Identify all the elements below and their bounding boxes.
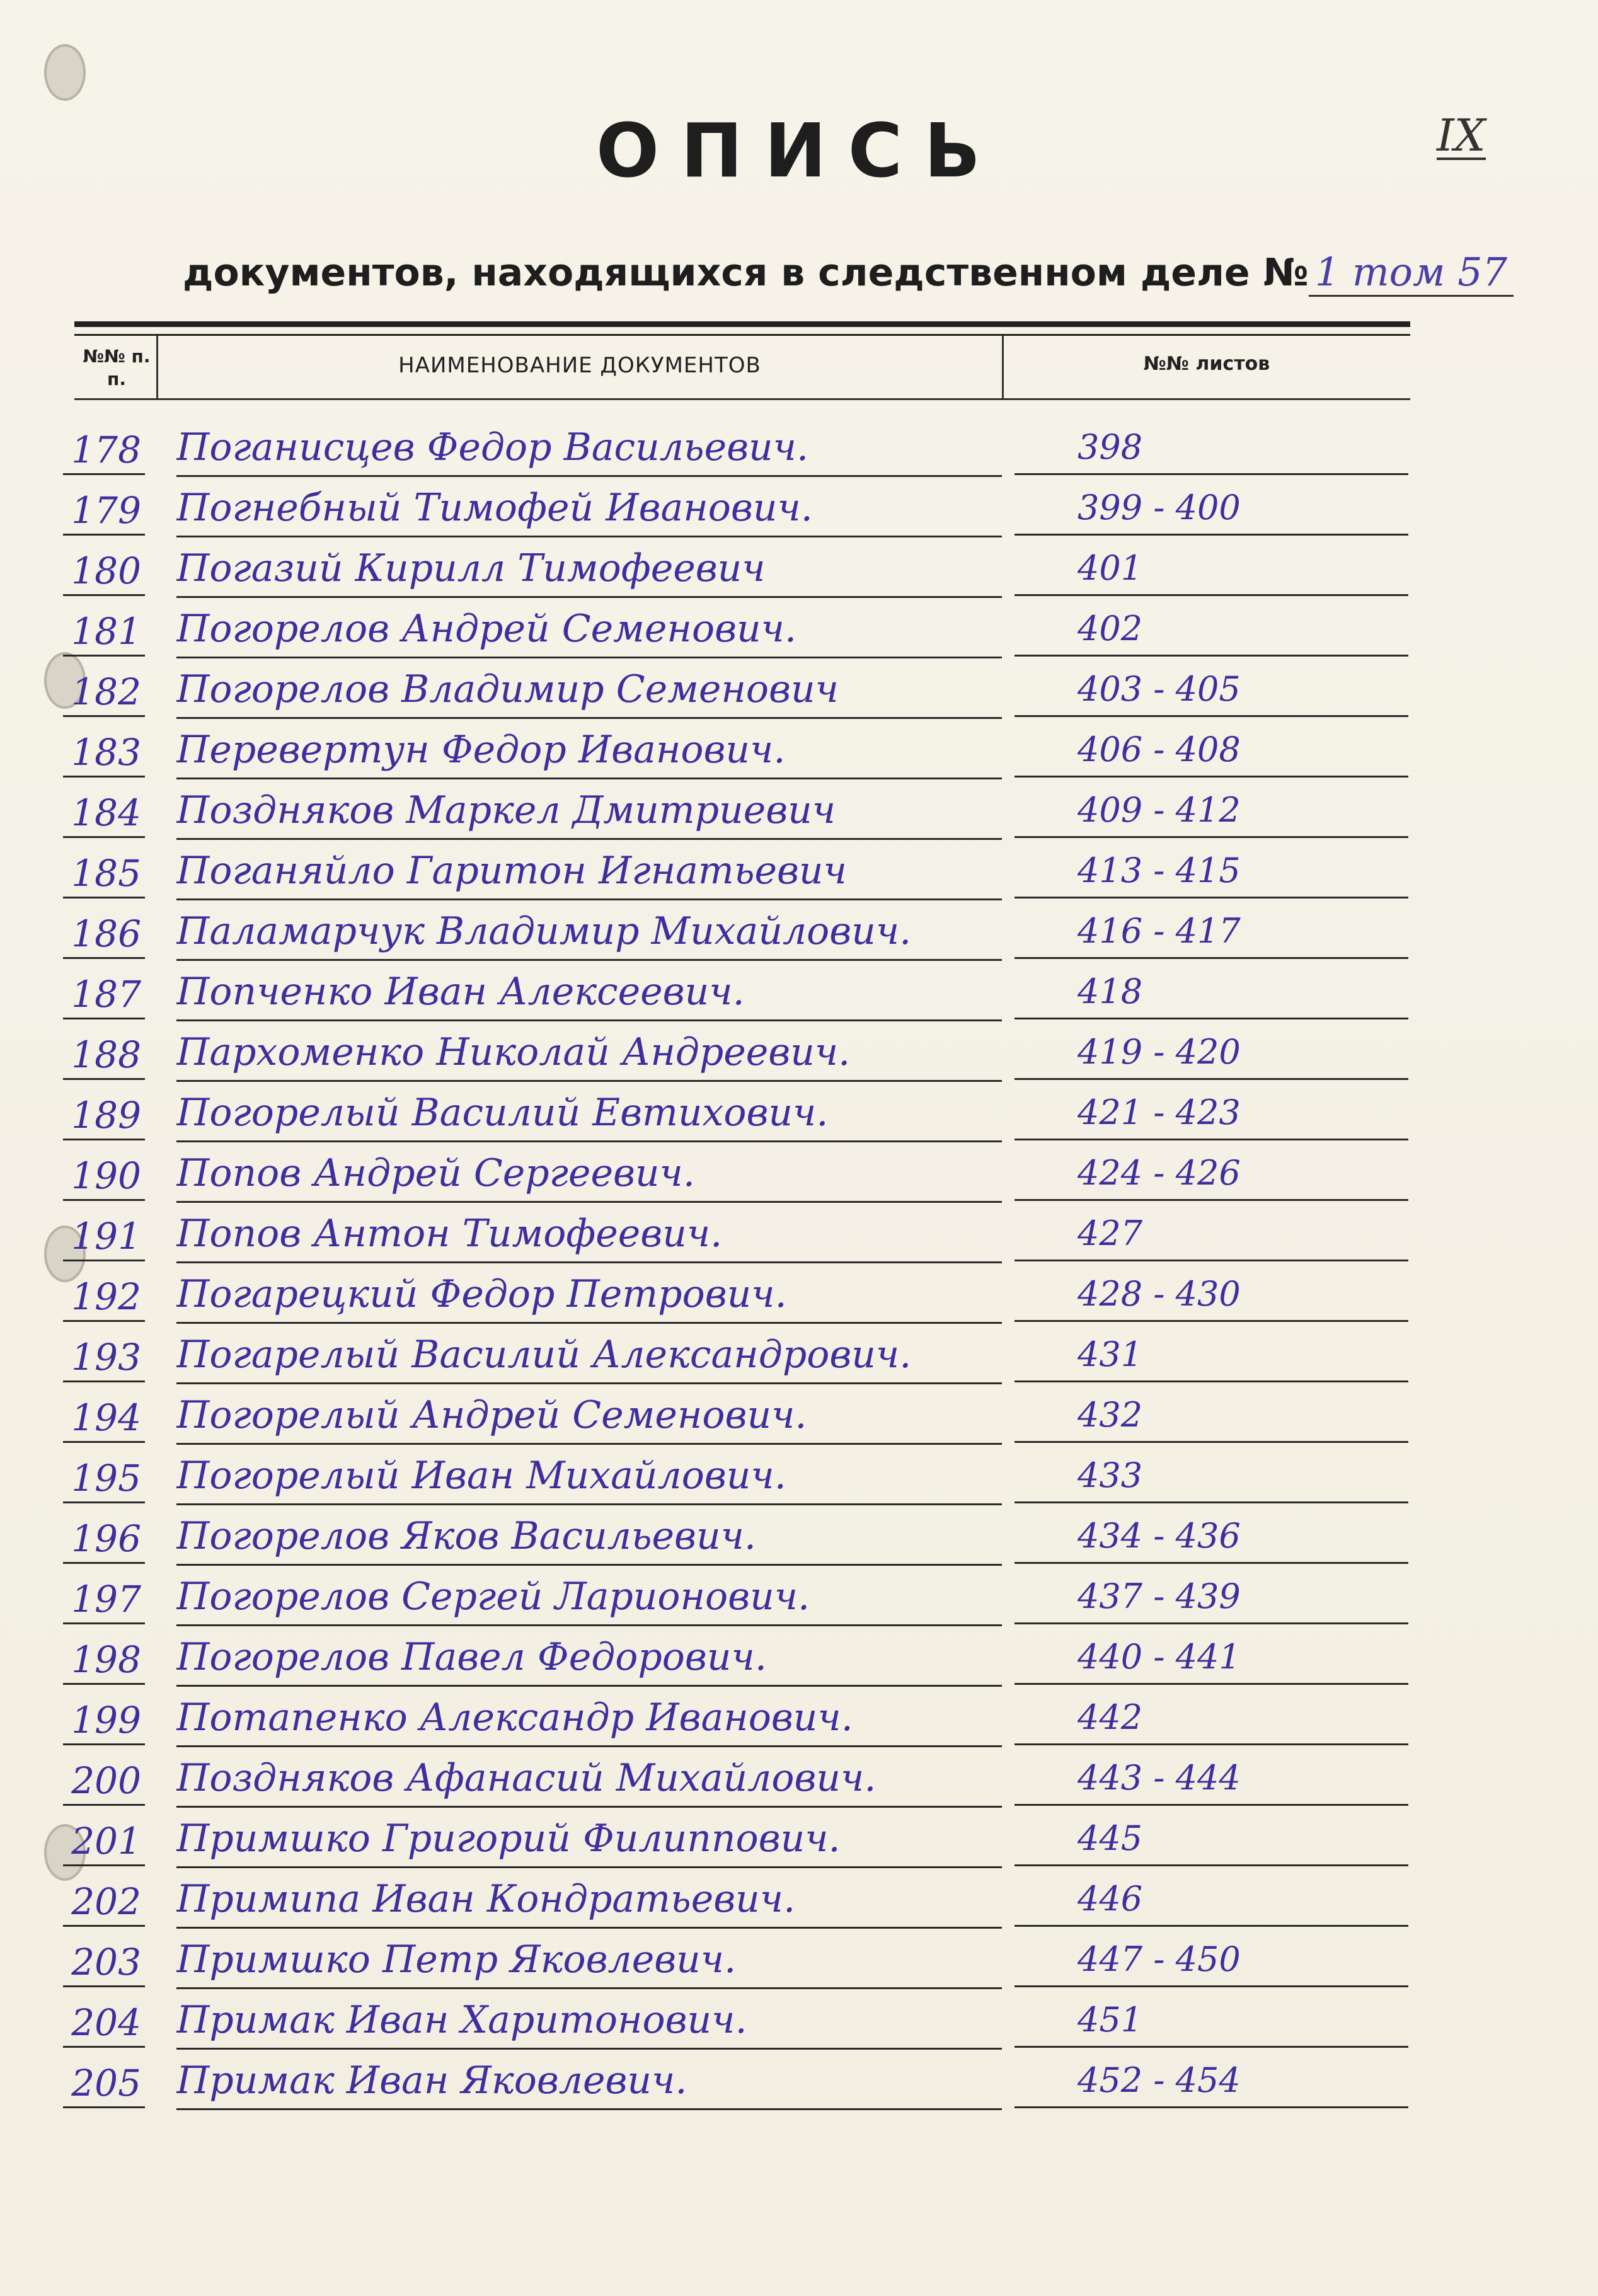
item-sheets: 419 - 420 [1015,1030,1408,1080]
item-number: 181 [63,610,145,657]
item-sheets: 452 - 454 [1015,2058,1408,2108]
subtitle-text: документов, находящихся в следственном деле № [183,251,1309,295]
list-item [0,1868,1598,1928]
list-item [0,1686,1598,1747]
column-header-name: НАИМЕНОВАНИЕ ДОКУМЕНТОВ [398,353,761,378]
item-number: 199 [63,1699,145,1745]
item-name: Поздняков Афанасий Михайлович. [176,1755,1002,1808]
list-item [0,718,1598,779]
list-item [0,2049,1598,2109]
list-item [0,1444,1598,1505]
item-sheets: 442 [1015,1695,1408,1745]
list-item [0,1747,1598,1807]
item-number: 188 [63,1033,145,1080]
item-number: 184 [63,791,145,838]
item-sheets: 437 - 439 [1015,1574,1408,1624]
item-sheets: 434 - 436 [1015,1513,1408,1564]
list-item [0,1263,1598,1323]
item-number: 198 [63,1638,145,1685]
list-item [0,1021,1598,1081]
item-number: 178 [63,428,145,475]
item-number: 187 [63,973,145,1019]
item-name: Паламарчук Владимир Михайлович. [176,909,1002,961]
item-name: Поганисцев Федор Васильевич. [176,425,1002,477]
item-name: Погазий Кирилл Тимофеевич [176,546,1002,598]
item-sheets: 446 [1015,1876,1408,1927]
list-item [0,1807,1598,1868]
item-sheets: 401 [1015,546,1408,596]
item-number: 180 [63,549,145,596]
item-name: Примшко Петр Яковлевич. [176,1937,1002,1989]
item-sheets: 402 [1015,606,1408,657]
item-name: Попов Антон Тимофеевич. [176,1211,1002,1263]
item-sheets: 447 - 450 [1015,1937,1408,1987]
item-sheets: 433 [1015,1453,1408,1503]
item-name: Погарелый Василий Александрович. [176,1332,1002,1384]
item-name: Погорелый Андрей Семенович. [176,1392,1002,1445]
item-sheets: 427 [1015,1211,1408,1261]
item-number: 185 [63,852,145,898]
column-header-sheets: №№ листов [1143,353,1270,375]
list-item [0,537,1598,597]
item-name: Попченко Иван Алексеевич. [176,969,1002,1021]
item-name: Погорелый Василий Евтихович. [176,1090,1002,1142]
column-header-number: №№ п. п. [83,346,151,389]
item-sheets: 399 - 400 [1015,485,1408,536]
list-item [0,597,1598,658]
item-number: 193 [63,1336,145,1382]
item-name: Погнебный Тимофей Иванович. [176,485,1002,537]
list-item [0,1626,1598,1686]
item-number: 191 [63,1215,145,1261]
item-number: 200 [63,1759,145,1806]
item-name: Поздняков Маркел Дмитриевич [176,788,1002,840]
list-item [0,1384,1598,1444]
item-name: Перевертун Федор Иванович. [176,727,1002,779]
punch-hole [44,44,86,101]
page-subtitle [183,249,1514,297]
item-sheets: 398 [1015,425,1408,475]
item-sheets: 421 - 423 [1015,1090,1408,1140]
item-number: 196 [63,1517,145,1564]
item-sheets: 428 - 430 [1015,1271,1408,1322]
item-sheets: 432 [1015,1392,1408,1443]
item-name: Примак Иван Яковлевич. [176,2058,1002,2110]
item-name: Пархоменко Николай Андреевич. [176,1030,1002,1082]
page-title: ОПИСЬ [595,107,1003,194]
item-sheets: 451 [1015,1997,1408,2048]
header-rule [74,398,1410,400]
item-sheets: 409 - 412 [1015,788,1408,838]
item-name: Погорелов Андрей Семенович. [176,606,1002,658]
list-item [0,658,1598,718]
item-number: 190 [63,1154,145,1201]
item-sheets: 416 - 417 [1015,909,1408,959]
list-item [0,1928,1598,1989]
item-name: Поганяйло Гаритон Игнатьевич [176,848,1002,900]
item-sheets: 413 - 415 [1015,848,1408,898]
item-name: Попов Андрей Сергеевич. [176,1151,1002,1203]
item-name: Погорелов Яков Васильевич. [176,1513,1002,1566]
item-number: 192 [63,1275,145,1322]
item-sheets: 431 [1015,1332,1408,1382]
list-item [0,900,1598,960]
item-number: 201 [63,1820,145,1866]
item-name: Примак Иван Харитонович. [176,1997,1002,2050]
list-item [0,1142,1598,1202]
item-sheets: 424 - 426 [1015,1151,1408,1201]
item-name: Примипа Иван Кондратьевич. [176,1876,1002,1929]
item-number: 202 [63,1880,145,1927]
volume-mark: IX [1437,110,1486,161]
list-item [0,960,1598,1021]
column-divider [1002,335,1004,399]
item-name: Погорелов Владимир Семенович [176,667,1002,719]
item-name: Погорелый Иван Михайлович. [176,1453,1002,1505]
list-item [0,1081,1598,1142]
item-sheets: 443 - 444 [1015,1755,1408,1806]
item-number: 203 [63,1941,145,1987]
item-number: 179 [63,489,145,536]
header-rule [74,321,1410,327]
item-sheets: 440 - 441 [1015,1634,1408,1685]
item-number: 204 [63,2001,145,2048]
header-rule [74,334,1410,336]
item-name: Потапенко Александр Иванович. [176,1695,1002,1747]
item-name: Погорелов Сергей Ларионович. [176,1574,1002,1626]
item-number: 183 [63,731,145,778]
list-item [0,779,1598,839]
case-number: 1 том 57 [1309,249,1514,297]
item-number: 186 [63,912,145,959]
list-item [0,416,1598,476]
list-item [0,1202,1598,1263]
list-item [0,839,1598,900]
item-name: Погорелов Павел Федорович. [176,1634,1002,1687]
item-number: 197 [63,1578,145,1624]
item-sheets: 418 [1015,969,1408,1019]
item-sheets: 403 - 405 [1015,667,1408,717]
list-item [0,1505,1598,1565]
item-number: 189 [63,1094,145,1140]
item-number: 195 [63,1457,145,1503]
list-item [0,1323,1598,1384]
item-sheets: 406 - 408 [1015,727,1408,778]
list-item [0,476,1598,537]
item-number: 194 [63,1396,145,1443]
item-sheets: 445 [1015,1816,1408,1866]
list-item [0,1565,1598,1626]
item-name: Погарецкий Федор Петрович. [176,1271,1002,1324]
item-number: 205 [63,2062,145,2108]
list-item [0,1989,1598,2049]
item-name: Примшко Григорий Филиппович. [176,1816,1002,1868]
item-number: 182 [63,670,145,717]
